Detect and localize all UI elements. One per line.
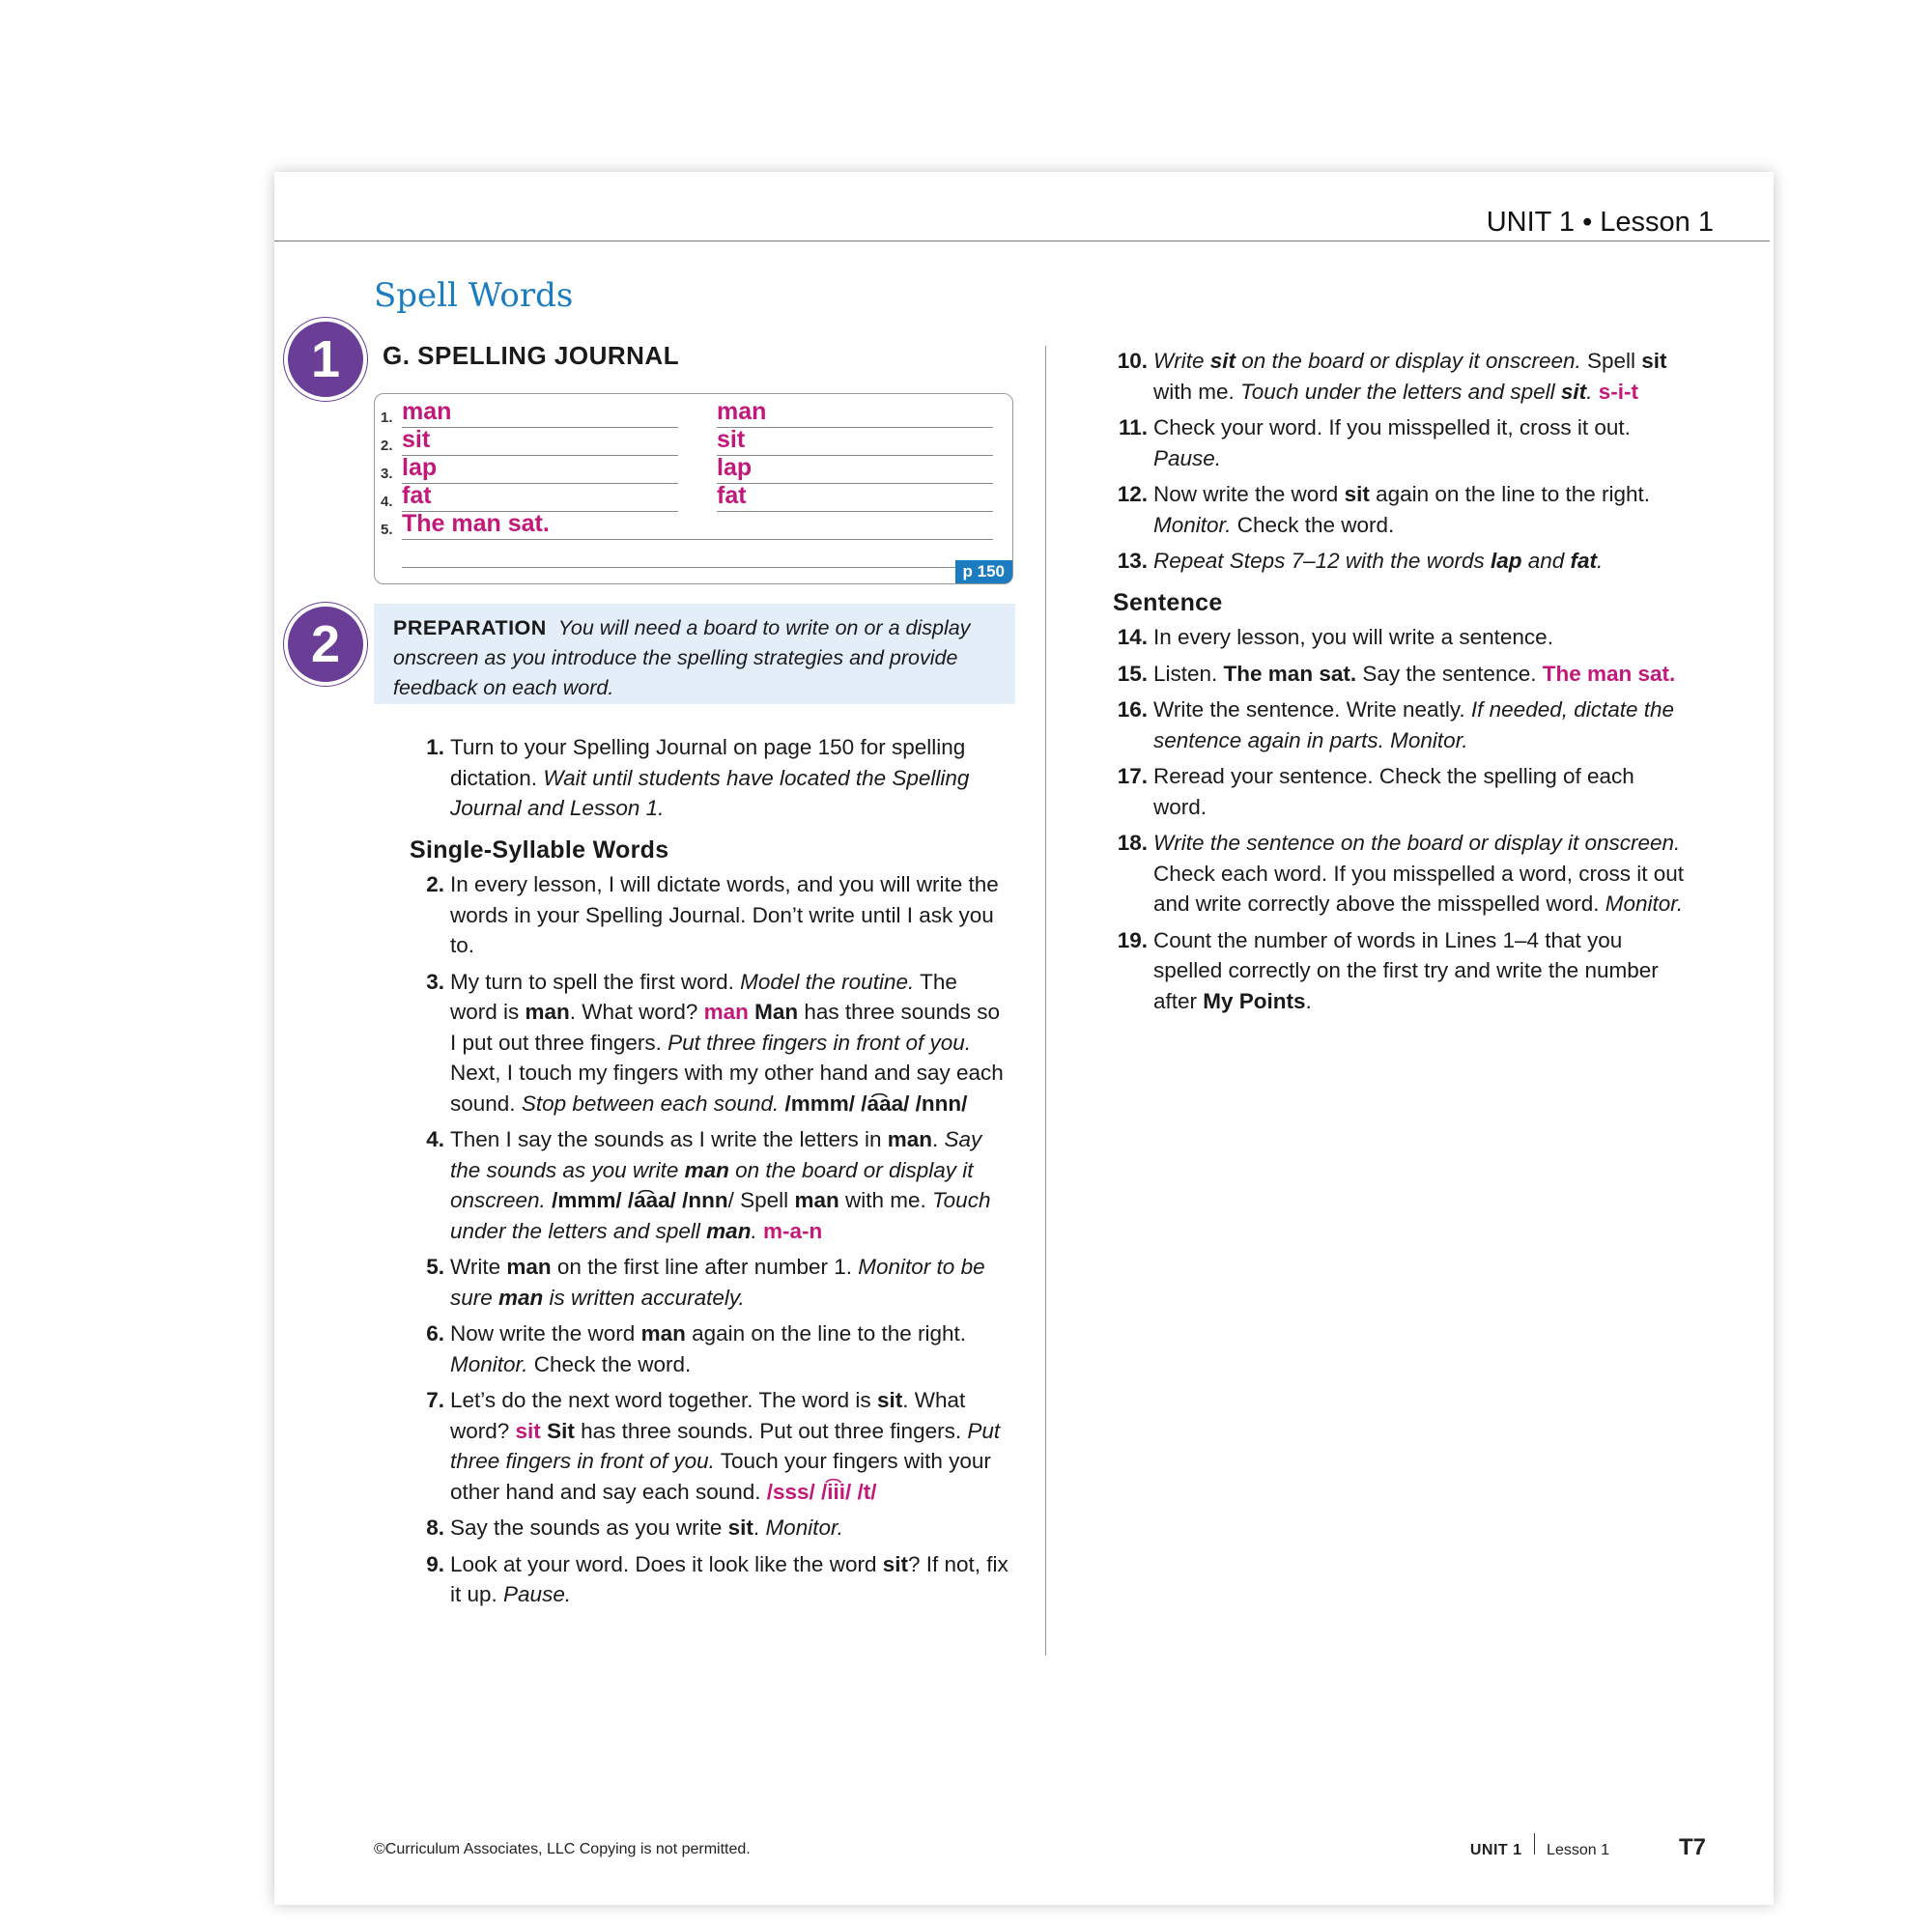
step-item	[1113, 412, 1692, 473]
column-divider	[1045, 346, 1046, 1656]
step-text: Then I say the sounds as I write the letters in man. Say the sounds as you write man on the board or display it onscreen. /mmm/ /a͡aa/ /nnn/ Spell man with me. Touch under the letters and spell man. m-a-n	[450, 1127, 991, 1243]
step-item	[410, 1318, 1009, 1379]
step-text: Listen. The man sat. Say the sentence. The man sat.	[1153, 661, 1676, 686]
journal-row-number: 3.	[381, 466, 393, 482]
journal-word: fat	[402, 482, 432, 509]
journal-row	[375, 428, 1012, 456]
journal-blank-row	[375, 540, 1012, 568]
step-item	[410, 967, 1009, 1119]
step-number: 13.	[1117, 549, 1148, 573]
step-item	[410, 1252, 1009, 1313]
journal-row	[375, 400, 1012, 428]
journal-word: lap	[717, 454, 753, 481]
step-number: 12.	[1117, 482, 1148, 506]
subhead-single-syllable: Single-Syllable Words	[410, 836, 669, 864]
step-text: In every lesson, I will dictate words, and you will write the words in your Spelling Journal. Don’t write until I ask you to.	[450, 872, 999, 957]
step-number: 3.	[426, 969, 444, 994]
document-page	[274, 172, 1774, 1905]
footer-copyright: ©Curriculum Associates, LLC Copying is not permitted.	[374, 1841, 751, 1857]
journal-row-number: 5.	[381, 522, 393, 538]
preparation-text: You will need a board to write on or a display onscreen as you introduce the spelling strategies and provide feedback on each word.	[393, 616, 971, 699]
step-text: Say the sounds as you write sit. Monitor.	[450, 1515, 843, 1540]
page-reference-tag: p 150	[955, 560, 1012, 583]
step-item	[410, 1124, 1009, 1246]
footer-page-info	[1470, 1833, 1706, 1861]
step-number: 5.	[426, 1255, 444, 1279]
step-text: Now write the word sit again on the line to the right. Monitor. Check the word.	[1153, 482, 1651, 537]
step-text: My turn to spell the first word. Model the routine. The word is man. What word? man Man has three sounds so I put out three fingers. Put three fingers in front of you. Next, I touch my fingers with my other hand and say each sound. Stop between each sound. /mmm/ /a͡aa/ /nnn/	[450, 969, 1004, 1116]
step-number: 7.	[426, 1388, 444, 1412]
preparation-box	[374, 604, 1015, 704]
journal-word: sit	[717, 426, 746, 453]
step-text: Repeat Steps 7–12 with the words lap and fat.	[1153, 549, 1604, 573]
unit-lesson-header: UNIT 1 • Lesson 1	[1486, 207, 1714, 238]
step-number: 6.	[426, 1321, 444, 1345]
journal-word: man	[717, 398, 767, 425]
step-text: Let’s do the next word together. The word is sit. What word? sit Sit has three sounds. Put out three fingers. Put three fingers in front of you. Touch your fingers with your other hand and say each sound. /sss/ /i͡ii/ /t/	[450, 1388, 1001, 1504]
step-item	[410, 1513, 1009, 1544]
journal-row-number: 4.	[381, 494, 393, 510]
step-number: 16.	[1117, 697, 1148, 722]
footer-lesson: Lesson 1	[1547, 1842, 1609, 1858]
step-item	[1113, 622, 1692, 653]
left-step-list	[410, 732, 1009, 1616]
step-text: Count the number of words in Lines 1–4 that you spelled correctly on the first try and write the number after My Points.	[1153, 927, 1659, 1013]
journal-sentence: The man sat.	[402, 510, 550, 537]
preparation-label: PREPARATION	[393, 616, 547, 639]
section-title: Spell Words	[374, 276, 574, 315]
journal-word: lap	[402, 454, 438, 481]
step-text: Check your word. If you misspelled it, cross it out. Pause.	[1153, 415, 1631, 470]
step-number: 11.	[1118, 415, 1148, 439]
step-item	[410, 1385, 1009, 1507]
footer-page-number: T7	[1678, 1834, 1706, 1860]
step-item	[1113, 694, 1692, 755]
step-text: In every lesson, you will write a sentence.	[1153, 625, 1553, 649]
step-text: Write sit on the board or display it onscreen. Spell sit with me. Touch under the letters and spell sit. s-i-t	[1153, 349, 1667, 404]
journal-line	[402, 567, 993, 568]
journal-row	[375, 484, 1012, 512]
step-text: Write the sentence on the board or display it onscreen. Check each word. If you misspelled a word, cross it out and write correctly above the misspelled word. Monitor.	[1153, 831, 1684, 916]
step-text: Reread your sentence. Check the spelling of each word.	[1153, 764, 1634, 819]
step-item	[1113, 659, 1692, 690]
footer-separator	[1534, 1833, 1536, 1855]
journal-word: fat	[717, 482, 747, 509]
journal-word: man	[402, 398, 452, 425]
step-item	[410, 1549, 1009, 1610]
step-text: Write man on the first line after number 1. Monitor to be sure man is written accurately.	[450, 1255, 985, 1310]
step-number: 14.	[1117, 625, 1148, 649]
journal-sentence-row	[375, 512, 1012, 540]
step-number: 4.	[426, 1127, 444, 1151]
step-item	[1113, 761, 1692, 822]
step-number: 15.	[1117, 661, 1148, 686]
step-number: 17.	[1117, 764, 1148, 788]
step-text: Look at your word. Does it look like the word sit? If not, fix it up. Pause.	[450, 1551, 1009, 1606]
step-item	[1113, 925, 1692, 1017]
step-item	[1113, 546, 1692, 577]
step-badge-2: 2	[284, 603, 367, 686]
step-item	[1113, 346, 1692, 407]
step-number: 19.	[1117, 927, 1148, 952]
subhead-sentence: Sentence	[1113, 588, 1223, 616]
footer-unit: UNIT 1	[1469, 1842, 1522, 1858]
right-step-list	[1113, 346, 1692, 1022]
spelling-journal-title: G. SPELLING JOURNAL	[383, 341, 680, 370]
step-text: Write the sentence. Write neatly. If needed, dictate the sentence again in parts. Monitor.	[1153, 697, 1675, 752]
step-number: 1.	[426, 735, 444, 759]
journal-row-number: 2.	[381, 438, 393, 454]
step-number: 18.	[1117, 831, 1148, 855]
step-item	[1113, 479, 1692, 540]
step-number: 8.	[426, 1515, 444, 1540]
step-number: 10.	[1117, 349, 1148, 373]
step-text: Turn to your Spelling Journal on page 150 for spelling dictation. Wait until students have located the Spelling Journal and Lesson 1.	[450, 735, 970, 820]
step-badge-1: 1	[284, 318, 367, 401]
step-item	[1113, 828, 1692, 920]
journal-word: sit	[402, 426, 431, 453]
step-number: 2.	[426, 872, 444, 896]
step-item	[410, 732, 1009, 824]
spelling-journal-box	[374, 393, 1013, 584]
step-number: 9.	[426, 1551, 444, 1576]
journal-row-number: 1.	[381, 410, 393, 426]
step-item	[410, 869, 1009, 961]
step-text: Now write the word man again on the line to the right. Monitor. Check the word.	[450, 1321, 967, 1376]
journal-row	[375, 456, 1012, 484]
